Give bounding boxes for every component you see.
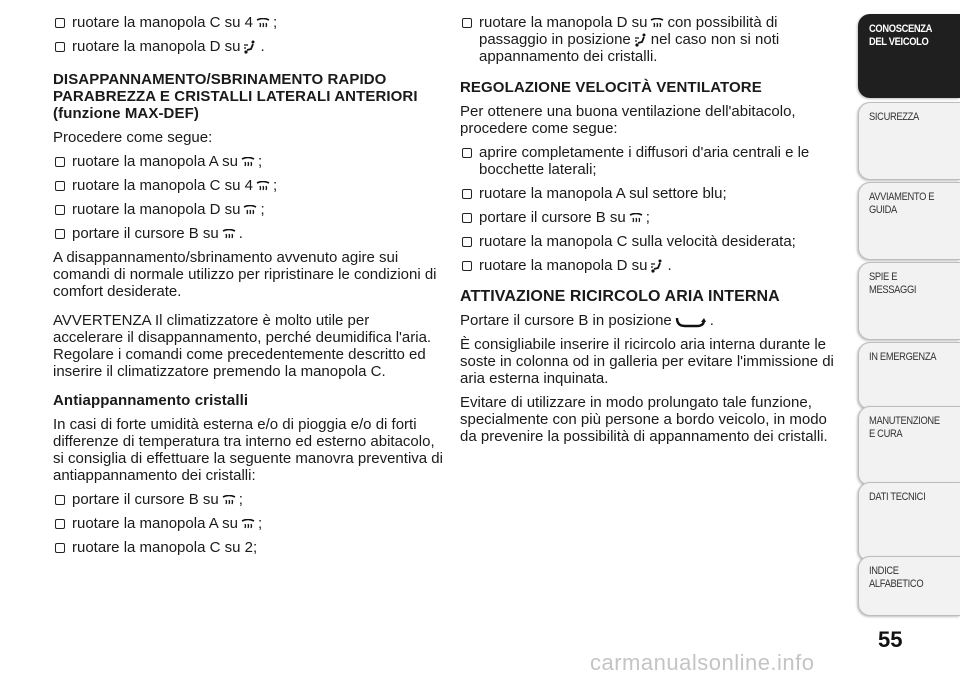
page-number: 55 [878, 627, 903, 652]
list-item: portare il cursore B su ; [460, 209, 845, 226]
tab-indice-alfabetico[interactable]: INDICE ALFABETICO [858, 556, 960, 616]
tab-sicurezza[interactable]: SICUREZZA [858, 102, 960, 180]
windshield-defrost-icon [629, 213, 643, 225]
recirculation-icon [675, 316, 707, 328]
checkbox-bullet-icon [462, 213, 472, 223]
list-item: ruotare la manopola A su ; [53, 153, 443, 170]
tab-dati-tecnici[interactable]: DATI TECNICI [858, 482, 960, 562]
list-item: ruotare la manopola C sulla velocità desiderata; [460, 233, 845, 250]
list-item: ruotare la manopola D su . [460, 257, 845, 274]
watermark: carmanualsonline.info [590, 650, 815, 675]
tab-avviamento-e-guida[interactable]: AVVIAMENTO E GUIDA [858, 182, 960, 260]
windshield-defrost-icon [256, 18, 270, 30]
vent-feet-icon [634, 33, 648, 47]
windshield-defrost-icon [241, 519, 255, 531]
list-item: aprire completamente i diffusori d'aria centrali e le bocchette laterali; [460, 144, 845, 178]
checkbox-bullet-icon [55, 181, 65, 191]
paragraph: Procedere come segue: [53, 129, 213, 146]
list-item: ruotare la manopola C su 2; [53, 539, 443, 556]
windshield-defrost-icon [222, 495, 236, 507]
checkbox-bullet-icon [55, 205, 65, 215]
checkbox-bullet-icon [462, 237, 472, 247]
list-item: ruotare la manopola C su 4 ; [53, 14, 443, 31]
vent-feet-icon [650, 259, 664, 273]
windshield-defrost-icon [256, 181, 270, 193]
list-item: ruotare la manopola C su 4 ; [53, 177, 443, 194]
warning-paragraph: AVVERTENZA Il climatizzatore è molto utile per accelerare il disappannamento, perché deumidifica l'aria. Regolare i comandi come precedentemente descritto ed inserire il climatizzatore premendo la manopola C. [53, 312, 432, 380]
checkbox-bullet-icon [462, 148, 472, 158]
list-item: ruotare la manopola D su ; [53, 201, 443, 218]
tab-conoscenza-del-veicolo[interactable]: CONOSCENZA DEL VEICOLO [858, 14, 960, 98]
paragraph: Per ottenere una buona ventilazione dell'abitacolo, procedere come segue: [460, 103, 796, 137]
checkbox-bullet-icon [462, 18, 472, 28]
list-item: ruotare la manopola D su con possibilità di passaggio in posizione nel caso non si noti appannamento dei cristalli. [460, 14, 845, 65]
list-item: ruotare la manopola A sul settore blu; [460, 185, 845, 202]
checkbox-bullet-icon [462, 261, 472, 271]
windshield-defrost-icon [243, 205, 257, 217]
windshield-defrost-icon [222, 229, 236, 241]
section-heading: REGOLAZIONE VELOCITÀ VENTILATORE [460, 79, 762, 96]
tab-in-emergenza[interactable]: IN EMERGENZA [858, 342, 960, 410]
list-item: portare il cursore B su . [53, 225, 443, 242]
section-heading: Antiappannamento cristalli [53, 392, 249, 409]
checkbox-bullet-icon [55, 18, 65, 28]
section-heading: DISAPPANNAMENTO/SBRINAMENTO RAPIDO PARABREZZA E CRISTALLI LATERALI ANTERIORI (funzione MAX-DEF) [53, 71, 418, 122]
checkbox-bullet-icon [55, 229, 65, 239]
list-item: ruotare la manopola A su ; [53, 515, 443, 532]
left-column [53, 14, 443, 563]
paragraph: A disappannamento/sbrinamento avvenuto agire sui comandi di normale utilizzo per ripristinare le condizioni di comfort desiderate. [53, 249, 437, 300]
windshield-defrost-icon [241, 157, 255, 169]
list-item: portare il cursore B su ; [53, 491, 443, 508]
checkbox-bullet-icon [462, 189, 472, 199]
tab-manutenzione-e-cura[interactable]: MANUTENZIONE E CURA [858, 406, 960, 486]
tab-spie-e-messaggi[interactable]: SPIE E MESSAGGI [858, 262, 960, 340]
paragraph: In casi di forte umidità esterna e/o di pioggia e/o di forti differenze di temperatura tra interno ed esterno abitacolo, si consiglia di effettuare la seguente manovra preventiva di antiappannamento dei cristalli: [53, 416, 443, 484]
paragraph: Portare il cursore B in posizione . [460, 312, 714, 329]
list-item: ruotare la manopola D su . [53, 38, 443, 55]
paragraph: Evitare di utilizzare in modo prolungato tale funzione, specialmente con più persone a bordo veicolo, in modo da prevenire la possibilità di appannamento dei cristalli. [460, 394, 828, 445]
chapter-tabs [858, 0, 960, 620]
checkbox-bullet-icon [55, 543, 65, 553]
section-heading: ATTIVAZIONE RICIRCOLO ARIA INTERNA [460, 288, 780, 305]
checkbox-bullet-icon [55, 157, 65, 167]
right-column [460, 14, 845, 452]
windshield-defrost-icon [650, 18, 664, 30]
checkbox-bullet-icon [55, 519, 65, 529]
paragraph: È consigliabile inserire il ricircolo aria interna durante le soste in colonna od in galleria per evitare l'immissione di aria esterna inquinata. [460, 336, 834, 387]
checkbox-bullet-icon [55, 42, 65, 52]
vent-feet-icon [243, 40, 257, 54]
checkbox-bullet-icon [55, 495, 65, 505]
